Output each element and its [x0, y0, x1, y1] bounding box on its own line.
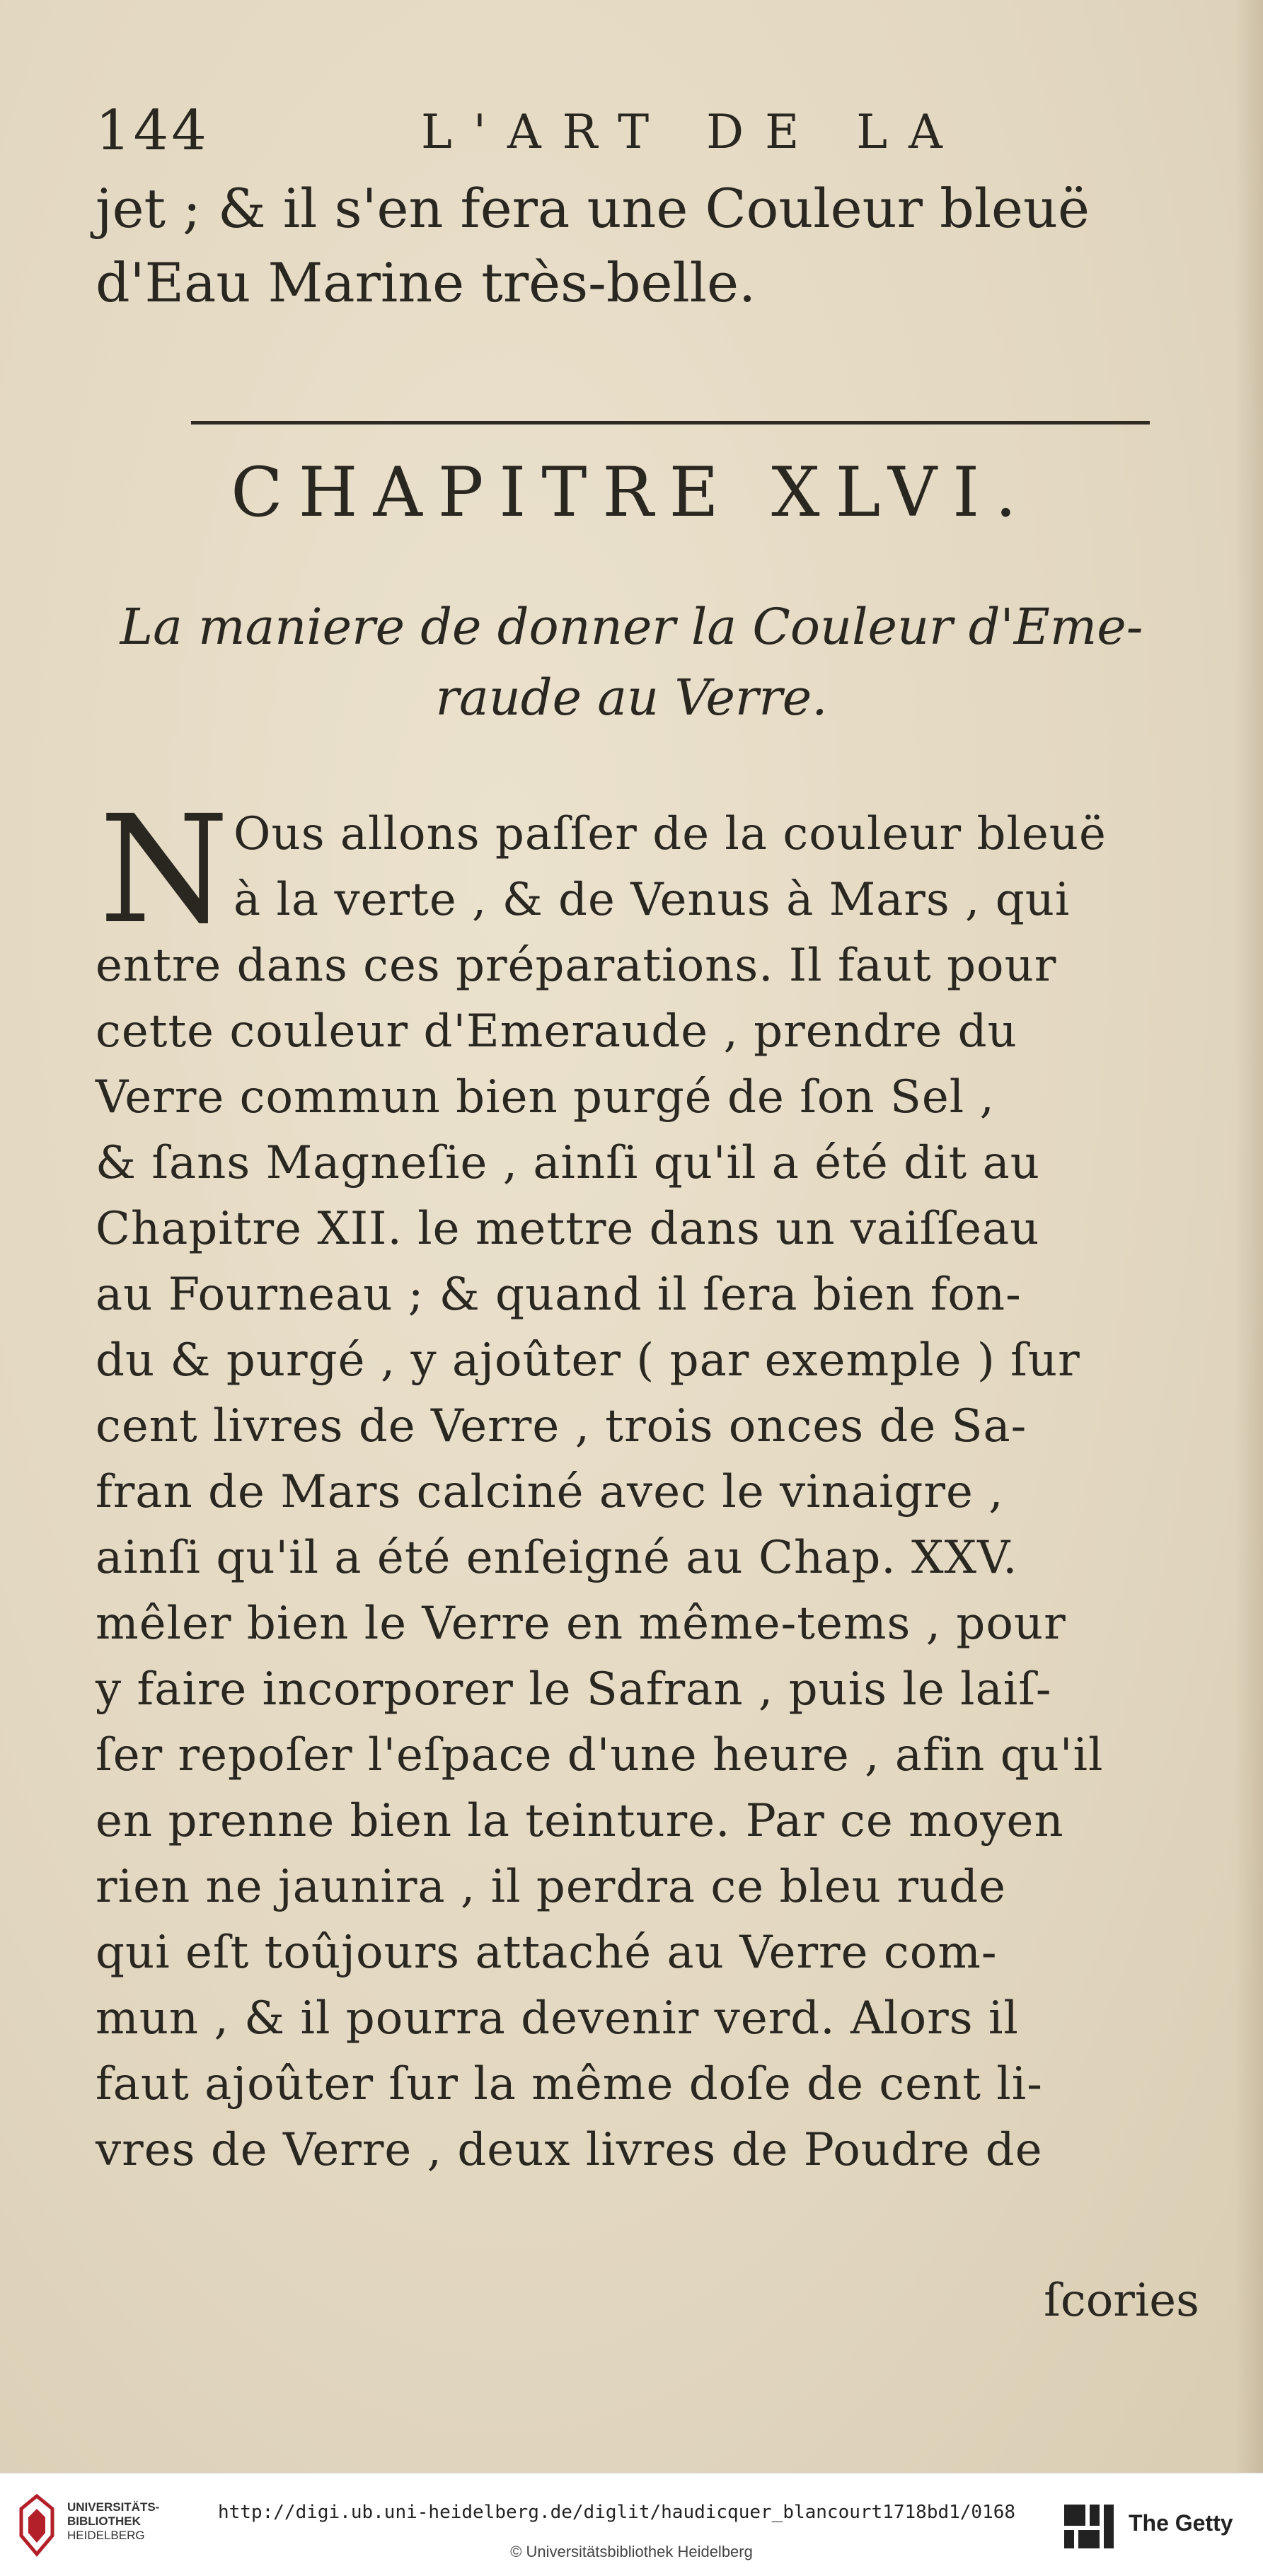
paragraph-line: du & purgé , y ajoûter ( par exemple ) ſur — [96, 1334, 1080, 1387]
paragraph-line: faut ajoûter ſur la même doſe de cent li- — [96, 2058, 1043, 2110]
catchword: ſcories — [1044, 2275, 1199, 2327]
page-edge-shadow — [1235, 0, 1263, 2473]
paragraph-line: mun , & il pourra devenir verd. Alors il — [96, 1992, 1019, 2045]
paragraph-line: ſer repoſer l'eſpace d'une heure , afin qu'il — [96, 1729, 1104, 1781]
chapter-subtitle-line-2: raude au Verre. — [435, 669, 828, 727]
copyright-notice: © Universitätsbibliothek Heidelberg — [510, 2543, 753, 2560]
drop-capital: N — [99, 783, 229, 957]
paragraph-line: en prenne bien la teinture. Par ce moyen — [96, 1795, 1064, 1847]
partner-name: The Getty — [1129, 2510, 1233, 2536]
getty-logo-icon — [1061, 2502, 1118, 2551]
paragraph-line: y faire incorporer le Safran , puis le laiſ- — [96, 1663, 1052, 1716]
section-rule — [191, 421, 1150, 424]
digitization-footer — [0, 2473, 1263, 2576]
institution-name: UNIVERSITÄTS- BIBLIOTHEK HEIDELBERG — [67, 2500, 160, 2542]
paragraph-line: rien ne jaunira , il perdra ce bleu rude — [96, 1861, 1006, 1913]
chapter-subtitle-line-1: La maniere de donner la Couleur d'Eme- — [120, 598, 1143, 656]
source-link[interactable]: http://digi.ub.uni-heidelberg.de/diglit/haudicquer_blancourt1718bd1/0168 — [218, 2502, 1016, 2523]
paragraph-line: Chapitre XII. le mettre dans un vaiſſeau — [96, 1203, 1040, 1255]
paragraph-line: & ſans Magneſie , ainſi qu'il a été dit au — [96, 1137, 1040, 1189]
paragraph-line: entre dans ces préparations. Il faut pour — [96, 940, 1057, 992]
continuation-line-1: jet ; & il s'en fera une Couleur bleuë — [96, 177, 1090, 240]
paragraph-line: fran de Mars calciné avec le vinaigre , — [96, 1466, 1004, 1518]
chapter-heading: CHAPITRE XLVI. — [231, 453, 1032, 532]
paragraph-line: Ous allons paſſer de la couleur bleuë — [233, 808, 1107, 860]
running-title: L'ART DE LA — [421, 105, 964, 159]
paragraph-line: cette couleur d'Emeraude , prendre du — [96, 1005, 1017, 1058]
paragraph-line: cent livres de Verre , trois onces de Sa- — [96, 1400, 1027, 1452]
page-number: 144 — [96, 99, 209, 163]
paragraph-line: ainſi qu'il a été enſeigné au Chap. XXV. — [96, 1532, 1018, 1584]
running-head — [96, 99, 1178, 170]
paragraph-line: mêler bien le Verre en même-tems , pour — [96, 1598, 1066, 1650]
continuation-line-2: d'Eau Marine très-belle. — [96, 251, 756, 314]
paragraph-line: vres de Verre , deux livres de Poudre de — [96, 2124, 1043, 2176]
paragraph-line: au Fourneau ; & quand il ſera bien fon- — [96, 1269, 1022, 1321]
paragraph-line: à la verte , & de Venus à Mars , qui — [233, 874, 1071, 926]
paragraph-line: qui eſt toûjours attaché au Verre com- — [96, 1927, 998, 1979]
paragraph-line: Verre commun bien purgé de ſon Sel , — [96, 1071, 995, 1124]
